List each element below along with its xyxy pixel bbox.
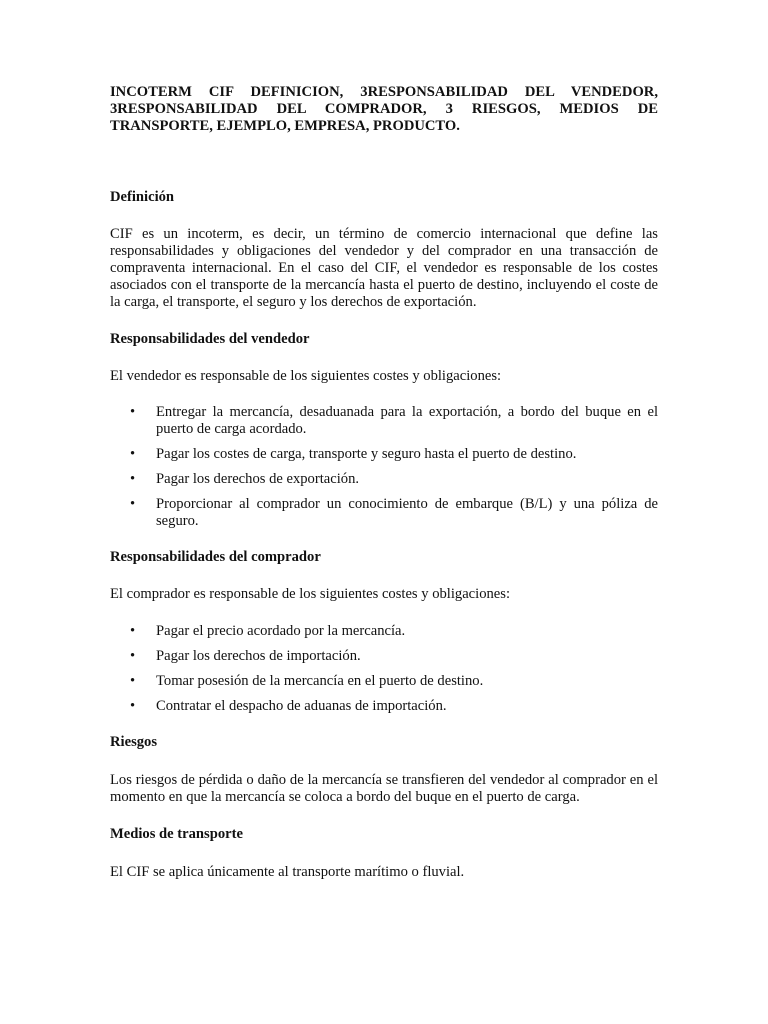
bullet-icon: •: [130, 623, 136, 639]
seller-list: [110, 404, 658, 530]
list-item: [110, 648, 658, 665]
list-item: [110, 496, 658, 530]
bullet-icon: •: [130, 496, 136, 512]
list-item-text: Tomar posesión de la mercancía en el puerto de destino.: [156, 673, 484, 689]
transport-heading: Medios de transporte: [110, 826, 243, 842]
list-item: [110, 471, 658, 488]
list-item-text: Pagar los derechos de importación.: [156, 648, 361, 664]
definition-heading: Definición: [110, 189, 175, 205]
list-item: [110, 404, 658, 438]
list-item-text: Proporcionar al comprador un conocimiento de embarque (B/L) y una póliza de seguro.: [156, 496, 658, 529]
bullet-icon: •: [130, 673, 136, 689]
risks-heading: Riesgos: [110, 734, 158, 750]
seller-intro: El vendedor es responsable de los siguientes costes y obligaciones:: [110, 368, 502, 384]
bullet-icon: •: [130, 698, 136, 714]
list-item-text: Pagar los costes de carga, transporte y seguro hasta el puerto de destino.: [156, 446, 577, 462]
list-item: [110, 673, 658, 690]
bullet-icon: •: [130, 648, 136, 664]
buyer-list: [110, 623, 658, 715]
document-page: [110, 84, 658, 881]
bullet-icon: •: [130, 471, 136, 487]
document-title: INCOTERM CIF DEFINICION, 3RESPONSABILIDAD DEL VENDEDOR, 3RESPONSABILIDAD DEL COMPRADOR, 3 RIESGOS, MEDIOS DE TRANSPORTE, EJEMPLO, EMPRESA, PRODUCTO.: [110, 84, 658, 134]
list-item: [110, 623, 658, 640]
risks-paragraph: Los riesgos de pérdida o daño de la mercancía se transfieren del vendedor al comprador en el momento en que la mercancía se coloca a bordo del buque en el puerto de carga.: [110, 772, 658, 805]
list-item-text: Pagar el precio acordado por la mercancía.: [156, 623, 406, 639]
definition-paragraph: CIF es un incoterm, es decir, un término de comercio internacional que define las responsabilidades y obligaciones del vendedor y del comprador en una transacción de compraventa internacional. En el caso del CIF, el vendedor es responsable de los costes asociados con el transporte de la mercancía hasta el puerto de destino, incluyendo el coste de la carga, el transporte, el seguro y los derechos de exportación.: [110, 226, 658, 310]
transport-paragraph: El CIF se aplica únicamente al transporte marítimo o fluvial.: [110, 864, 465, 880]
list-item: [110, 698, 658, 715]
list-item: [110, 446, 658, 463]
buyer-heading: Responsabilidades del comprador: [110, 549, 321, 565]
list-item-text: Pagar los derechos de exportación.: [156, 471, 360, 487]
bullet-icon: •: [130, 446, 136, 462]
buyer-intro: El comprador es responsable de los siguientes costes y obligaciones:: [110, 586, 511, 602]
list-item-text: Entregar la mercancía, desaduanada para la exportación, a bordo del buque en el puerto de carga acordado.: [156, 404, 658, 437]
seller-heading: Responsabilidades del vendedor: [110, 331, 310, 347]
bullet-icon: •: [130, 404, 136, 420]
list-item-text: Contratar el despacho de aduanas de importación.: [156, 698, 447, 714]
